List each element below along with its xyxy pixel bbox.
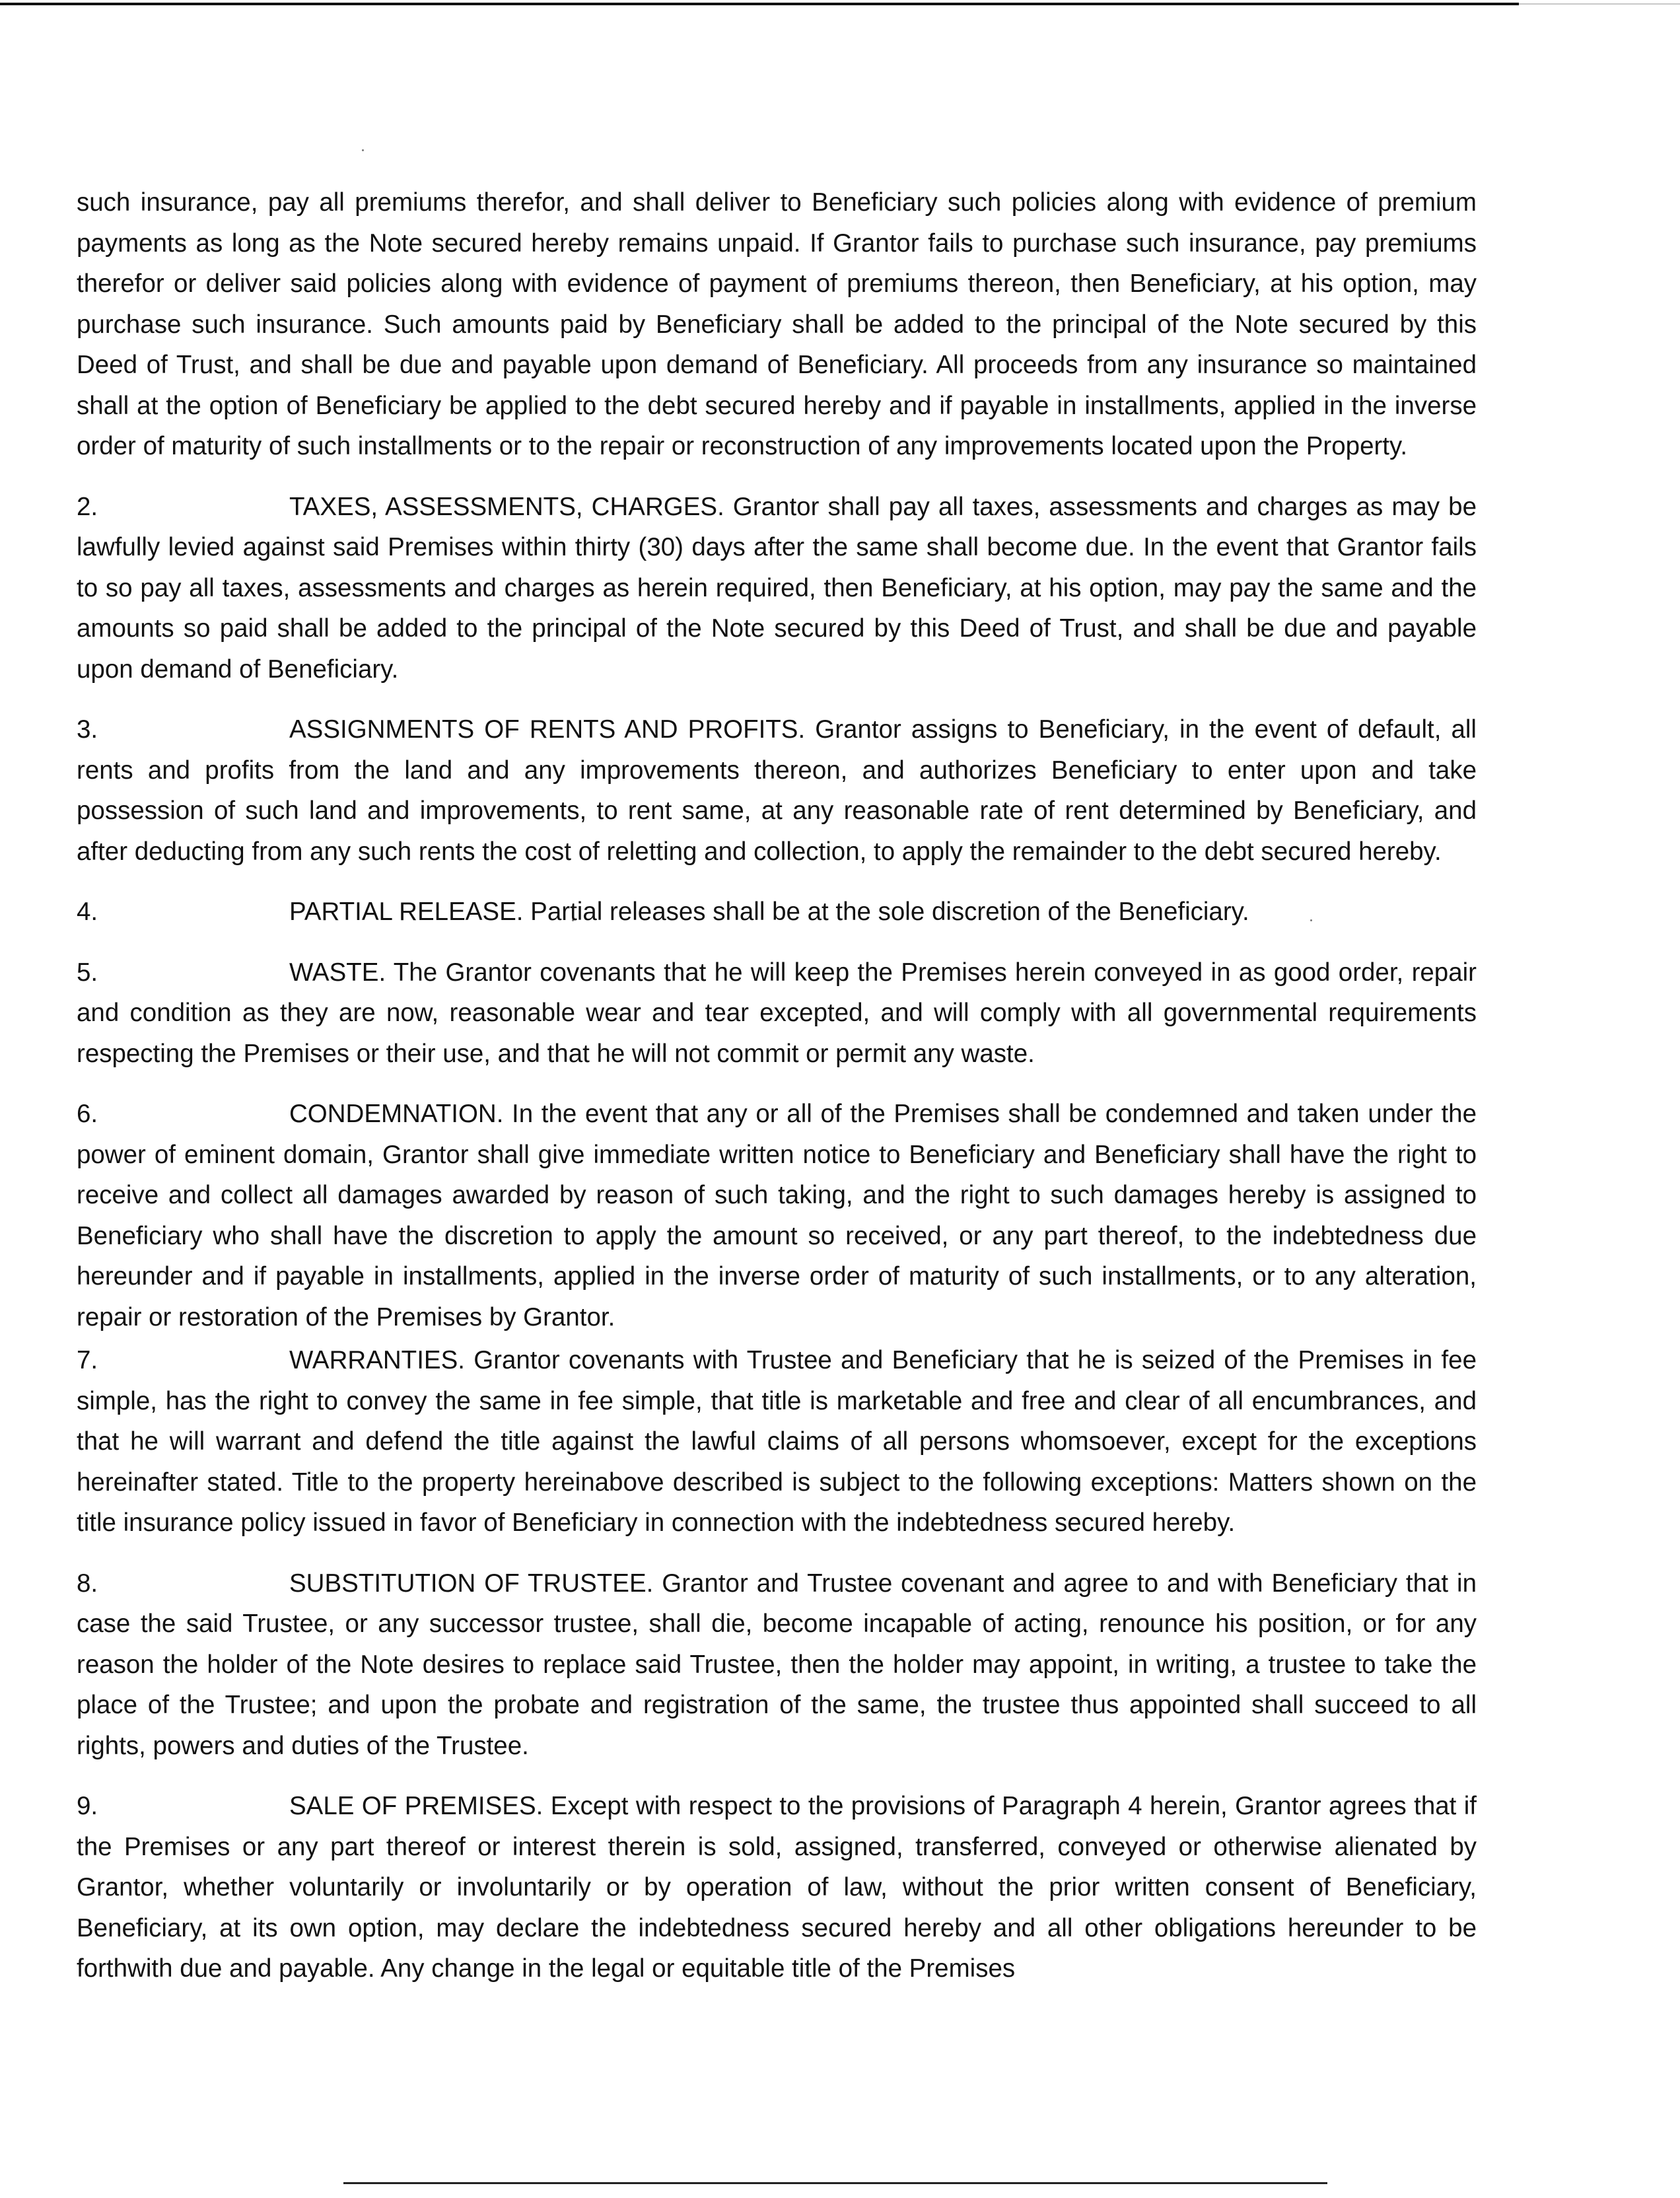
section-3	[77, 709, 1477, 872]
top-border-line	[0, 3, 1519, 5]
section-2	[77, 487, 1477, 690]
section-number: 6.	[77, 1100, 98, 1128]
section-5	[77, 952, 1477, 1075]
section-text: SUBSTITUTION OF TRUSTEE. Grantor and Trustee covenant and agree to and with Beneficiary that in case the said Trustee, or any successor trustee, shall die, become incapable of acting, renounce his position, or for any reason the holder of the Note desires to replace said Trustee, then the holder may appoint, in writing, a trustee to take the place of the Trustee; and upon the probate and registration of the same, the trustee thus appointed shall succeed to all rights, powers and duties of the Trustee.	[77, 1569, 1477, 1760]
section-number: 2.	[77, 492, 98, 521]
section-number: 9.	[77, 1792, 98, 1820]
top-border-line-faint	[1519, 3, 1680, 5]
section-text: PARTIAL RELEASE. Partial releases shall be at the sole discretion of the Beneficiary.	[289, 898, 1249, 926]
section-text: WASTE. The Grantor covenants that he will keep the Premises herein conveyed in as good order, repair and condition as they are now, reasonable wear and tear excepted, and will comply with all governmental requirements respecting the Premises or their use, and that he will not commit or permit any waste.	[77, 958, 1477, 1068]
document-body	[77, 182, 1477, 2009]
section-number: 5.	[77, 958, 98, 987]
section-number: 3.	[77, 715, 98, 744]
section-text: TAXES, ASSESSMENTS, CHARGES. Grantor shall pay all taxes, assessments and charges as may be lawfully levied against said Premises within thirty (30) days after the same shall become due. In the event that Grantor fails to so pay all taxes, assessments and charges as herein required, then Beneficiary, at his option, may pay the same and the amounts so paid shall be added to the principal of the Note secured by this Deed of Trust, and shall be due and payable upon demand of Beneficiary.	[77, 492, 1477, 684]
section-text: CONDEMNATION. In the event that any or all of the Premises shall be condemned and taken under the power of eminent domain, Grantor shall give immediate written notice to Beneficiary and Beneficiary shall have the right to receive and collect all damages awarded by reason of such taking, and the right to such damages hereby is assigned to Beneficiary who shall have the discretion to apply the amount so received, or any part thereof, to the indebtedness due hereunder and if payable in installments, applied in the inverse order of maturity of such installments, or to any alteration, repair or restoration of the Premises by Grantor.	[77, 1100, 1477, 1331]
section-number: 7.	[77, 1346, 98, 1374]
section-text: SALE OF PREMISES. Except with respect to the provisions of Paragraph 4 herein, Grantor agrees that if the Premises or any part thereof or interest therein is sold, assigned, transferred, conveyed or otherwise alienated by Grantor, whether voluntarily or involuntarily or by operation of law, without the prior written consent of Beneficiary, Beneficiary, at its own option, may declare the indebtedness secured hereby and all other obligations hereunder to be forthwith due and payable. Any change in the legal or equitable title of the Premises	[77, 1792, 1477, 1983]
section-7	[77, 1340, 1477, 1543]
section-text: ASSIGNMENTS OF RENTS AND PROFITS. Grantor assigns to Beneficiary, in the event of default, all rents and profits from the land and any improvements thereon, and authorizes Beneficiary to enter upon and take possession of such land and improvements, to rent same, at any reasonable rate of rent determined by Beneficiary, and after deducting from any such rents the cost of reletting and collection, to apply the remainder to the debt secured hereby.	[77, 715, 1477, 866]
section-text: WARRANTIES. Grantor covenants with Trustee and Beneficiary that he is seized of the Premises in fee simple, has the right to convey the same in fee simple, that title is marketable and free and clear of all encumbrances, and that he will warrant and defend the title against the lawful claims of all persons whomsoever, except for the exceptions hereinafter stated. Title to the property hereinabove described is subject to the following exceptions: Matters shown on the title insurance policy issued in favor of Beneficiary in connection with the indebtedness secured hereby.	[77, 1346, 1477, 1537]
bottom-border-line	[343, 2182, 1327, 2184]
section-number: 8.	[77, 1569, 98, 1598]
section-6	[77, 1094, 1477, 1337]
section-9	[77, 1786, 1477, 1989]
continuation-paragraph: such insurance, pay all premiums therefor, and shall deliver to Beneficiary such policies along with evidence of premium payments as long as the Note secured hereby remains unpaid. If Grantor fails to purchase such insurance, pay premiums therefor or deliver said policies along with evidence of payment of premiums thereon, then Beneficiary, at his option, may purchase such insurance. Such amounts paid by Beneficiary shall be added to the principal of the Note secured by this Deed of Trust, and shall be due and payable upon demand of Beneficiary. All proceeds from any insurance so maintained shall at the option of Beneficiary be applied to the debt secured hereby and if payable in installments, applied in the inverse order of maturity of such installments or to the repair or reconstruction of any improvements located upon the Property.	[77, 188, 1477, 460]
section-4	[77, 892, 1477, 933]
section-8	[77, 1563, 1477, 1767]
section-number: 4.	[77, 898, 98, 926]
scan-speck	[362, 149, 364, 151]
